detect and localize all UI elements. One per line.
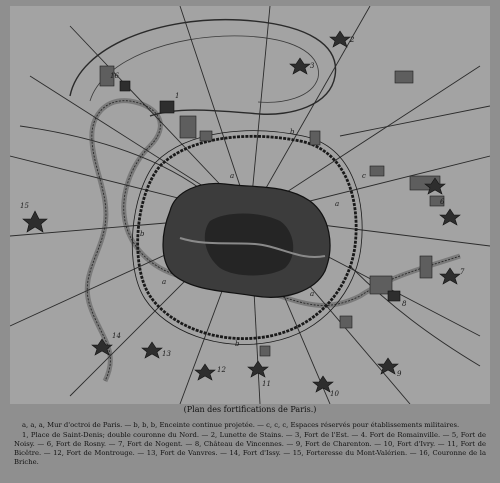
label-12: 12 [217, 366, 226, 374]
label-11: 11 [262, 380, 271, 388]
legend-line-2: 1, Place de Saint-Denis; double couronne du Nord. — 2, Lunette de Stains. — 3, Fort de l'Est. — 4. Fort de Romainville. — 5, Fort de Noisy. — 6, Fort de Rosny. — 7, Fort de Nogent. — 8, Château de Vincennes. — 9, Fort de Charenton. — 10, Fort d'Ivry. — 11, Fort de Bicêtre. — 12, Fort de Montrouge. — 13, Fort de Vanvres. — 14, Fort d'Issy. — 15, Forteresse du Mont-Valérien. — 16, Couronne de la Briche. [14, 431, 486, 466]
label-6: 6 [440, 198, 445, 206]
label-b-west: b [140, 230, 145, 238]
label-c-east: c [362, 172, 366, 180]
legend-line-1: a, a, a, Mur d'octroi de Paris. — b, b, b, Enceinte continue projetée. — c, c, c, Espaces réservés pour établissements militaires. [22, 421, 460, 429]
label-a-east: a [335, 200, 340, 208]
label-10: 10 [330, 390, 339, 398]
label-b-north: b [290, 128, 295, 136]
label-7: 7 [460, 268, 465, 276]
label-9: 9 [397, 370, 402, 378]
map-legend [14, 421, 486, 468]
label-3: 3 [310, 62, 315, 70]
fortifications-map [10, 6, 490, 404]
fort-16-briche [120, 81, 130, 91]
label-14: 14 [112, 332, 121, 340]
label-2: 2 [350, 36, 355, 44]
label-a-southwest: a [162, 278, 167, 286]
label-15: 15 [20, 202, 29, 210]
label-16: 16 [110, 72, 119, 80]
label-1: 1 [175, 92, 180, 100]
map-canvas [10, 6, 490, 404]
label-a-southeast: a [310, 290, 315, 298]
label-8: 8 [402, 300, 407, 308]
label-b-south: b [235, 340, 240, 348]
map-caption: (Plan des fortifications de Paris.) [183, 405, 317, 414]
label-13: 13 [162, 350, 171, 358]
fort-1-saint-denis [160, 101, 174, 113]
fort-8-vincennes [388, 291, 400, 301]
label-a-north: a [230, 172, 235, 180]
